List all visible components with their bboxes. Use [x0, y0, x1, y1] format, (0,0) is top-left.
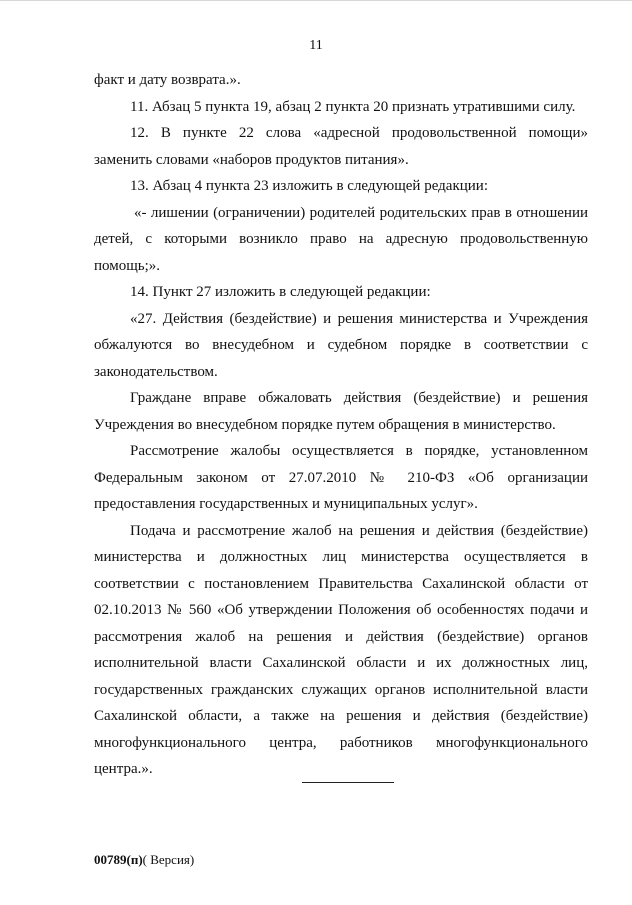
document-body — [94, 67, 588, 783]
paragraph-item-13: 13. Абзац 4 пункта 23 изложить в следующей редакции: — [130, 178, 489, 194]
paragraph-item-13-quote: «- лишении (ограничении) родителей родительских прав в отношении детей, с которыми возникло право на адресную продовольственную помощь;». — [94, 204, 588, 274]
footer-code — [94, 852, 194, 868]
paragraph-continuation: факт и дату возврата.». — [94, 72, 241, 88]
paragraph-item-12: 12. В пункте 22 слова «адресной продовольственной помощи» заменить словами «наборов продуктов питания». — [94, 125, 588, 168]
paragraph-item-11: 11. Абзац 5 пункта 19, абзац 2 пункта 20 признать утратившими силу. — [130, 98, 576, 115]
paragraph-item-14: 14. Пункт 27 изложить в следующей редакции: — [130, 284, 431, 300]
scan-edge-line — [0, 0, 632, 1]
paragraph-complaint-filing: Подача и рассмотрение жалоб на решения и действия (бездействие) министерства и должностных лиц министерства осуществляется в соответствии с постановлением Правительства Сахалинской области от 02.10.2013 № 560 «Об утверждении Положения об особенностях подачи и рассмотрения жалоб на решения и действия (бездействие) органов исполнительной власти Сахалинской области и их должностных лиц, государственных гражданских служащих органов исполнительной власти Сахалинской области, а также на решения и действия (бездействие) многофункционального центра, работников многофункционального центра.». — [94, 522, 588, 777]
page-number: 11 — [309, 38, 323, 53]
document-code: 00789(п) — [94, 852, 143, 867]
paragraph-item-27: «27. Действия (бездействие) и решения министерства и Учреждения обжалуются во внесудебном и судебном порядке в соответствии с законодательством. — [94, 310, 588, 380]
paragraph-complaint-review: Рассмотрение жалобы осуществляется в порядке, установленном Федеральным законом от 27.07.2010 № 210-ФЗ «Об организации предоставления государственных и муниципальных услуг». — [94, 443, 588, 512]
document-version: ( Версия) — [142, 852, 195, 867]
paragraph-appeal-rights: Граждане вправе обжаловать действия (бездействие) и решения Учреждения во внесудебном порядке путем обращения в министерство. — [94, 390, 588, 433]
separator-line — [302, 782, 394, 783]
